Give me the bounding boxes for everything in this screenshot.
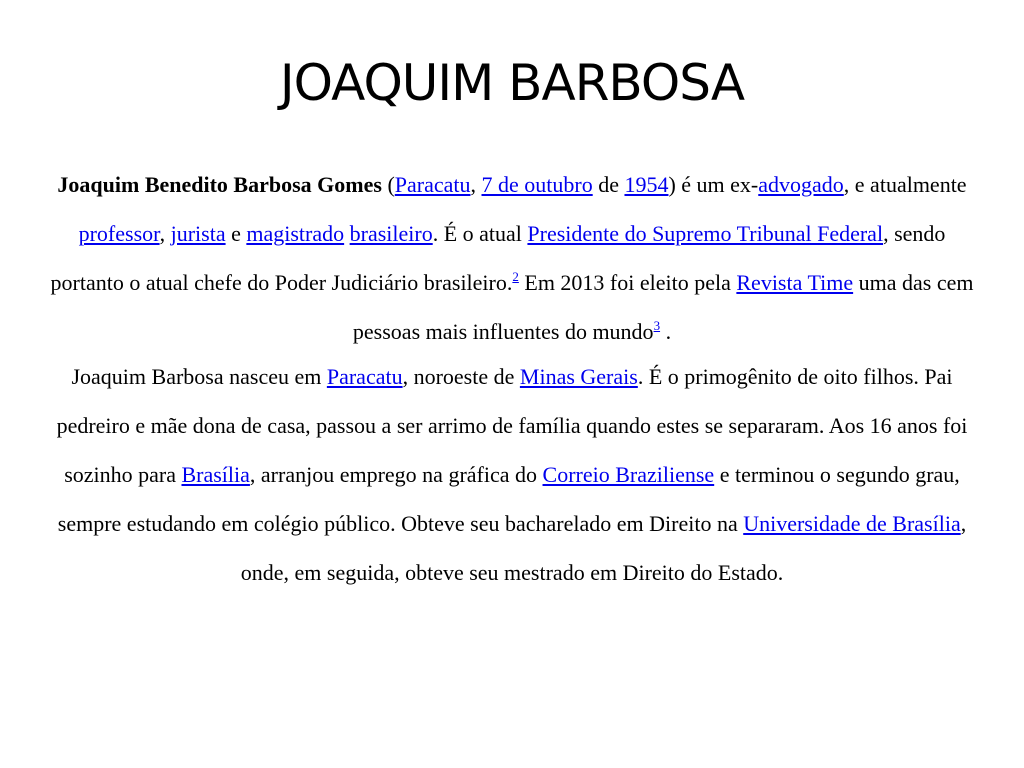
text-fragment: e terminou o segundo grau, sempre estudando em colégio público. Obteve seu bacharelado em Direito na <box>57 462 960 536</box>
link-universidade-de-brasilia[interactable]: Universidade de Brasília <box>743 511 961 536</box>
text-fragment: , onde, em seguida, obteve seu mestrado em Direito do Estado. <box>240 511 967 585</box>
link-brasilia[interactable]: Brasília <box>181 462 250 487</box>
text-fragment: Em 2013 foi eleito pela <box>518 270 737 295</box>
text-fragment: , <box>470 172 482 197</box>
text-fragment: ( <box>381 172 395 197</box>
text-fragment: , arranjou emprego na gráfica do <box>249 462 543 487</box>
text-fragment: , <box>159 221 171 246</box>
link-magistrado[interactable]: magistrado <box>246 221 345 246</box>
text-fragment: uma das cem pessoas mais influentes do mundo <box>352 270 974 344</box>
biography-paragraph-2 <box>48 352 976 597</box>
link-birth-year[interactable]: 1954 <box>624 172 669 197</box>
text-fragment: . <box>660 319 672 344</box>
text-fragment: de <box>592 172 625 197</box>
text-fragment: ) é um ex- <box>668 172 759 197</box>
text-fragment: Joaquim Barbosa nasceu em <box>71 364 327 389</box>
link-revista-time[interactable]: Revista Time <box>736 270 854 295</box>
slide-body <box>48 160 976 597</box>
slide-title: JOAQUIM BARBOSA <box>279 54 745 112</box>
link-minas-gerais[interactable]: Minas Gerais <box>519 364 638 389</box>
link-advogado[interactable]: advogado <box>758 172 844 197</box>
link-jurista[interactable]: jurista <box>170 221 226 246</box>
text-fragment: . É o primogênito de oito filhos. Pai pedreiro e mãe dona de casa, passou a ser arrimo de família quando estes se separaram. Aos 16 anos foi sozinho para <box>56 364 968 487</box>
link-professor[interactable]: professor <box>78 221 160 246</box>
text-fragment: . É o atual <box>432 221 528 246</box>
link-paracatu-2[interactable]: Paracatu <box>326 364 403 389</box>
footnote-ref-3[interactable]: 3 <box>653 318 661 333</box>
text-fragment: , e atualmente <box>843 172 967 197</box>
full-name: Joaquim Benedito Barbosa Gomes <box>57 172 382 197</box>
text-fragment: e <box>225 221 247 246</box>
biography-paragraph-1 <box>48 160 976 356</box>
link-brasileiro[interactable]: brasileiro <box>349 221 433 246</box>
link-birth-date[interactable]: 7 de outubro <box>481 172 593 197</box>
link-paracatu[interactable]: Paracatu <box>394 172 471 197</box>
link-presidente-stf[interactable]: Presidente do Supremo Tribunal Federal <box>527 221 884 246</box>
text-fragment: , sendo portanto o atual chefe do Poder Judiciário brasileiro. <box>50 221 946 295</box>
link-correio-braziliense[interactable]: Correio Braziliense <box>542 462 715 487</box>
text-fragment: , noroeste de <box>402 364 520 389</box>
footnote-ref-2[interactable]: 2 <box>512 269 519 284</box>
